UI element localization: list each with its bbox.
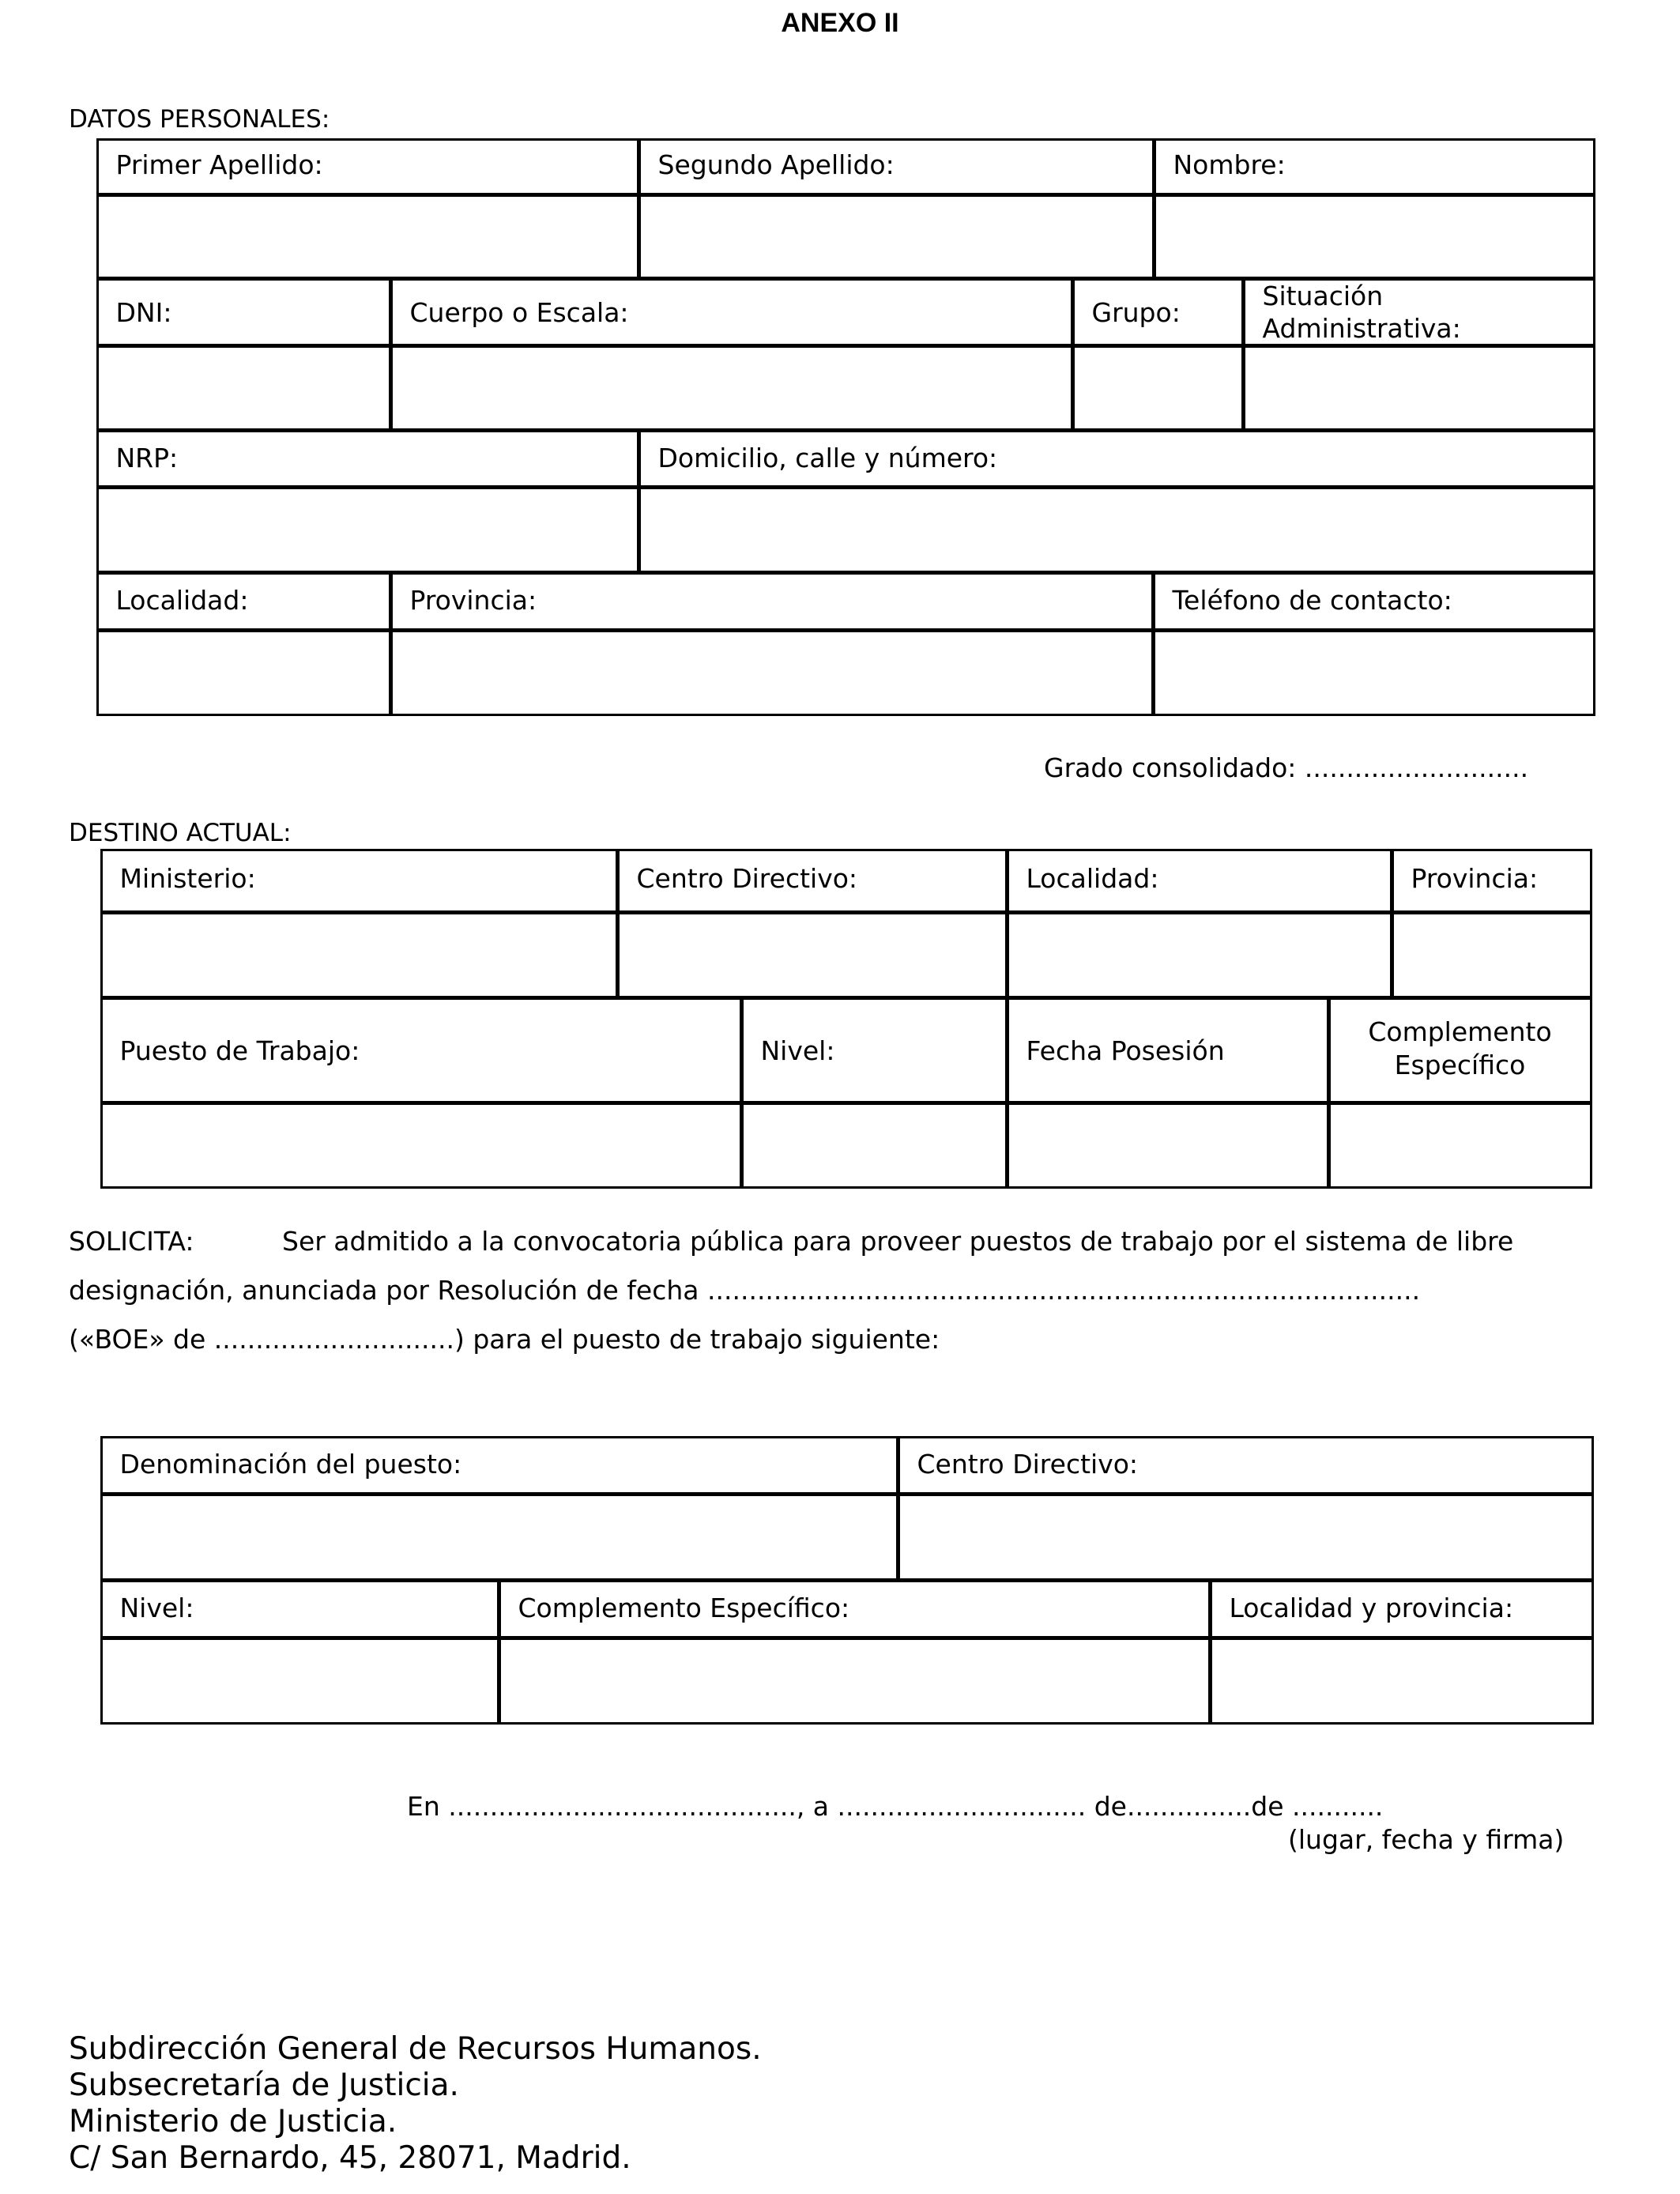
fecha-posesion-label: Fecha Posesión — [1026, 1035, 1225, 1066]
dni-label: DNI: — [115, 296, 172, 328]
address-line-2: Subsecretaría de Justicia. — [69, 2068, 459, 2103]
cell-nivel-solicitado-label — [100, 1580, 499, 1638]
provincia-field[interactable] — [390, 630, 1154, 716]
localidad-label: Localidad: — [115, 584, 249, 616]
cell-primer-apellido-label — [96, 138, 639, 195]
primer-apellido-field[interactable] — [96, 194, 639, 279]
localidad-provincia-field[interactable] — [1210, 1638, 1594, 1725]
complemento-solicitado-label: Complemento Específico: — [518, 1592, 850, 1623]
nivel-label: Nivel: — [760, 1035, 835, 1066]
segundo-apellido-field[interactable] — [638, 194, 1155, 279]
address-line-1: Subdirección General de Recursos Humanos. — [69, 2031, 762, 2067]
complemento-label-line2: Específico — [1394, 1049, 1526, 1080]
cell-centro-solicitado-label — [898, 1436, 1594, 1495]
localidad-field[interactable] — [96, 630, 391, 716]
nrp-field[interactable] — [96, 487, 639, 573]
denominacion-field[interactable] — [100, 1494, 898, 1581]
destino-provincia-label: Provincia: — [1411, 862, 1539, 894]
centro-directivo-field[interactable] — [617, 912, 1008, 998]
section-label-personal: DATOS PERSONALES: — [69, 105, 330, 134]
centro-directivo-label: Centro Directivo: — [636, 862, 858, 894]
cell-grupo-label — [1072, 278, 1244, 346]
segundo-apellido-label: Segundo Apellido: — [657, 149, 895, 180]
cell-nombre-label — [1154, 138, 1595, 195]
puesto-trabajo-label: Puesto de Trabajo: — [119, 1035, 360, 1066]
cell-provincia-label — [1392, 849, 1592, 913]
solicita-line1: Ser admitido a la convocatoria pública para proveer puestos de trabajo por el sistema de libre — [282, 1226, 1514, 1257]
cell-centro-label — [617, 849, 1008, 913]
nombre-label: Nombre: — [1173, 149, 1286, 180]
cell-cuerpo-label — [390, 278, 1073, 346]
firma-note: (lugar, fecha y firma) — [1288, 1824, 1565, 1855]
complemento-field[interactable] — [1328, 1103, 1592, 1189]
cell-ministerio-label — [100, 849, 618, 913]
cuerpo-escala-field[interactable] — [390, 345, 1073, 431]
solicita-line2: designación, anunciada por Resolución de fecha ...................................................................................... — [69, 1275, 1421, 1306]
cell-localidad-provincia-label — [1210, 1580, 1594, 1638]
nrp-label: NRP: — [115, 442, 179, 473]
situacion-label-line1: Situación — [1262, 280, 1384, 311]
cell-dni-label — [96, 278, 391, 346]
nivel-solicitado-label: Nivel: — [119, 1592, 194, 1623]
centro-solicitado-field[interactable] — [898, 1494, 1594, 1581]
situacion-field[interactable] — [1243, 345, 1595, 431]
page-title: ANEXO II — [781, 8, 899, 38]
cell-situacion-label — [1243, 278, 1595, 346]
ministerio-label: Ministerio: — [119, 862, 256, 894]
localidad-provincia-label: Localidad y provincia: — [1229, 1592, 1514, 1623]
dni-field[interactable] — [96, 345, 391, 431]
cell-provincia-label — [390, 572, 1154, 631]
ministerio-field[interactable] — [100, 912, 618, 998]
grado-consolidado: Grado consolidado: ........................... — [1044, 752, 1529, 783]
cell-nivel-label — [741, 997, 1008, 1103]
solicita-label: SOLICITA: — [69, 1226, 194, 1257]
cell-complemento-label — [1328, 997, 1592, 1103]
nombre-field[interactable] — [1154, 194, 1595, 279]
address-line-3: Ministerio de Justicia. — [69, 2104, 397, 2139]
cell-fecha-label — [1007, 997, 1329, 1103]
complemento-solicitado-field[interactable] — [499, 1638, 1211, 1725]
puesto-trabajo-field[interactable] — [100, 1103, 742, 1189]
cell-denominacion-label — [100, 1436, 898, 1495]
grupo-field[interactable] — [1072, 345, 1244, 431]
destino-localidad-label: Localidad: — [1026, 862, 1159, 894]
cuerpo-escala-label: Cuerpo o Escala: — [409, 296, 629, 328]
destino-localidad-field[interactable] — [1007, 912, 1392, 998]
telefono-field[interactable] — [1153, 630, 1595, 716]
denominacion-label: Denominación del puesto: — [119, 1448, 462, 1480]
domicilio-label: Domicilio, calle y número: — [657, 442, 998, 473]
cell-localidad-label — [1007, 849, 1392, 913]
cell-telefono-label — [1153, 572, 1595, 631]
provincia-label: Provincia: — [409, 584, 537, 616]
cell-localidad-label — [96, 572, 391, 631]
complemento-label-line1: Complemento — [1368, 1016, 1552, 1047]
solicita-line3: («BOE» de .............................) para el puesto de trabajo siguiente: — [69, 1324, 940, 1355]
nivel-field[interactable] — [741, 1103, 1008, 1189]
cell-segundo-apellido-label — [638, 138, 1155, 195]
section-label-destino: DESTINO ACTUAL: — [69, 819, 292, 847]
fecha-posesion-field[interactable] — [1007, 1103, 1329, 1189]
cell-nrp-label — [96, 430, 639, 488]
destino-provincia-field[interactable] — [1392, 912, 1592, 998]
primer-apellido-label: Primer Apellido: — [115, 149, 323, 180]
nivel-solicitado-field[interactable] — [100, 1638, 499, 1725]
telefono-label: Teléfono de contacto: — [1172, 584, 1452, 616]
centro-solicitado-label: Centro Directivo: — [917, 1448, 1139, 1480]
firma-line: En .........................................., a .............................. de...............de ........... — [407, 1791, 1384, 1822]
situacion-label-line2: Administrativa: — [1262, 312, 1461, 344]
cell-puesto-label — [100, 997, 742, 1103]
cell-complemento-solicitado-label — [499, 1580, 1211, 1638]
grupo-label: Grupo: — [1091, 296, 1181, 328]
domicilio-field[interactable] — [638, 487, 1595, 573]
address-line-4: C/ San Bernardo, 45, 28071, Madrid. — [69, 2140, 631, 2176]
cell-domicilio-label — [638, 430, 1595, 488]
